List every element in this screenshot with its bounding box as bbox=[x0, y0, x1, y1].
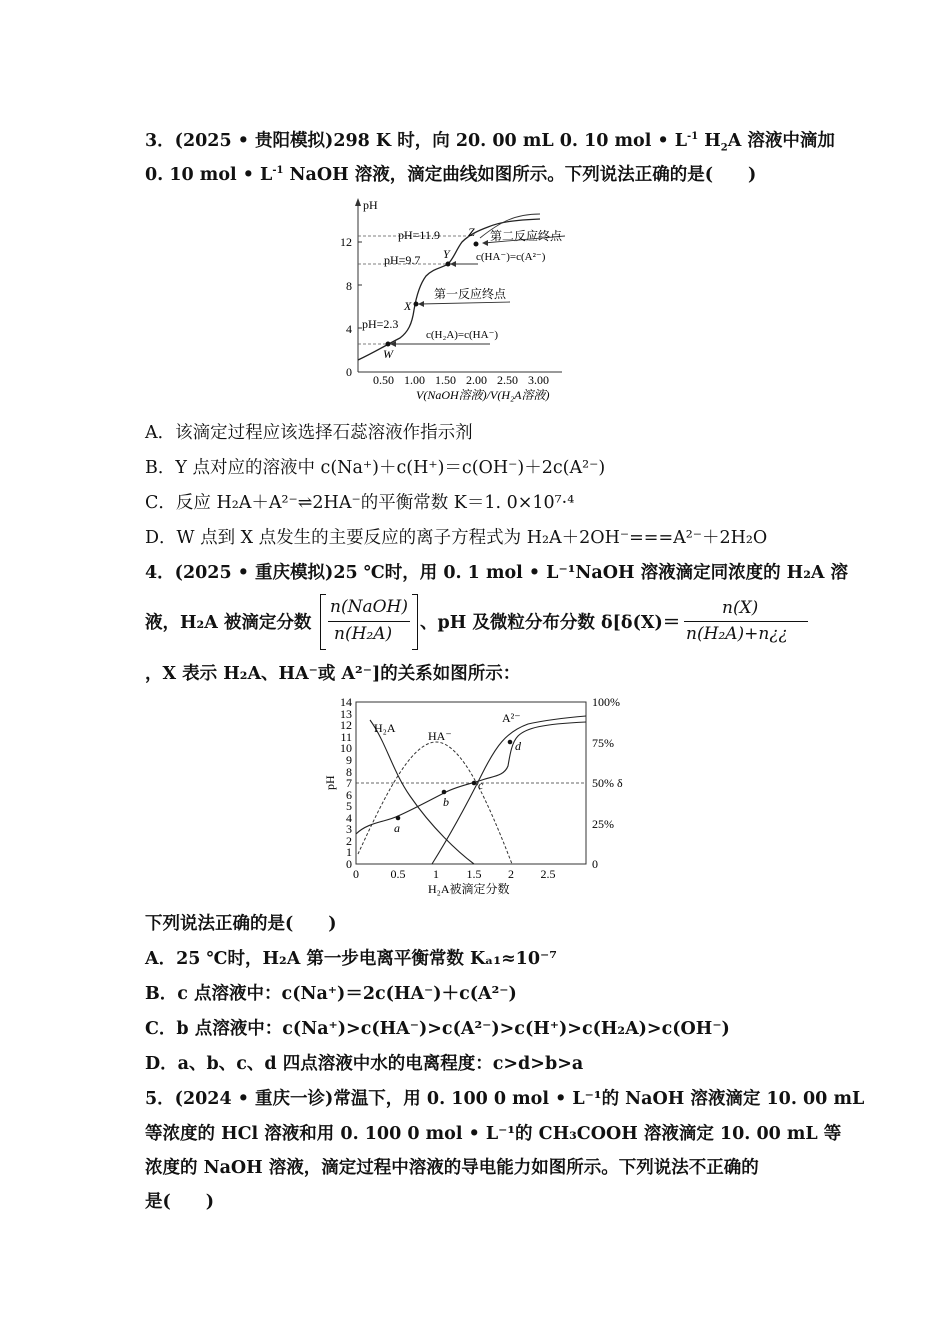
q5-line3: 浓度的 NaOH 溶液，滴定过程中溶液的导电能力如图所示。下列说法不正确的 bbox=[145, 1158, 759, 1178]
fig1-label-x: X bbox=[404, 299, 412, 313]
q3-line2-sup: -1 bbox=[272, 165, 284, 176]
fig2-xtick: 1 bbox=[433, 867, 439, 881]
q4-frac1-den: n(H₂A) bbox=[334, 624, 393, 644]
fig1-ann-first: 第一反应终点 bbox=[434, 287, 507, 301]
q4-option-c: C．b 点溶液中：c(Na⁺)>c(HA⁻)>c(A²⁻)>c(H⁺)>c(H₂A)>c(OH⁻) bbox=[145, 1019, 730, 1039]
q3-line2-a: 0. 10 mol • L bbox=[145, 164, 273, 185]
fig2-curve-h2a bbox=[370, 720, 474, 864]
q4-frac1-num: n(NaOH) bbox=[330, 597, 408, 617]
fig1-label-w: W bbox=[383, 347, 393, 361]
fig1-ytick: 4 bbox=[346, 322, 352, 336]
q3-line2-b: NaOH 溶液，滴定曲线如图所示。下列说法正确的是( ) bbox=[283, 164, 757, 185]
fig1-ytick: 12 bbox=[340, 235, 352, 249]
fig1-ann-eq2: c(H₂A)=c(HA⁻) bbox=[426, 329, 499, 341]
q4-frac2-num: n(X) bbox=[722, 598, 759, 618]
fig2-x-label: H₂A被滴定分数 bbox=[428, 882, 510, 896]
q3-option-c: C．反应 H₂A＋A²⁻⇌2HA⁻的平衡常数 K＝1. 0×10⁷·⁴ bbox=[145, 493, 575, 513]
fig2-ytick: 2 bbox=[346, 834, 352, 848]
fig1-point-z bbox=[474, 242, 479, 247]
q4-line3: ，X 表示 H₂A、HA⁻或 A²⁻]的关系如图所示： bbox=[145, 664, 521, 684]
fig2-label-a: a bbox=[394, 821, 400, 835]
fig1-xtick: 2.00 bbox=[466, 373, 487, 387]
fig2-ytick: 12 bbox=[340, 718, 352, 732]
fig2-rtick: 25% bbox=[592, 817, 614, 831]
fig1-ph-119: pH=11.9 bbox=[398, 228, 440, 242]
q4-ask: 下列说法正确的是( ) bbox=[145, 914, 337, 934]
fig2-rtick: 0 bbox=[592, 857, 598, 871]
fig2-label-a2: A²⁻ bbox=[502, 711, 521, 725]
fig2-ytick: 5 bbox=[346, 799, 352, 813]
q4-line2a: 液，H₂A 被滴定分数 bbox=[145, 613, 312, 633]
q3-line1-sup: -1 bbox=[687, 131, 699, 142]
fig2-label-c: c bbox=[478, 778, 484, 792]
fig1-ann-second: 第二反应终点 bbox=[490, 229, 563, 243]
fig2-ytick: 13 bbox=[340, 707, 352, 721]
fig2-curve-a2 bbox=[432, 716, 586, 864]
q3-line1-a: 3．(2025 • 贵阳模拟)298 K 时，向 20. 00 mL 0. 10 mol • L bbox=[145, 130, 688, 151]
fig2-xtick: 0 bbox=[353, 867, 359, 881]
fig2-ytick: 14 bbox=[340, 695, 352, 709]
q4-line1: 4．(2025 • 重庆模拟)25 ℃时，用 0. 1 mol • L⁻¹NaOH 溶液滴定同浓度的 H₂A 溶 bbox=[145, 563, 849, 583]
q3-option-d: D．W 点到 X 点发生的主要反应的离子方程式为 H₂A＋2OH⁻===A²⁻＋2H₂O bbox=[145, 528, 768, 548]
q3-option-a: A．该滴定过程应该选择石蕊溶液作指示剂 bbox=[145, 423, 473, 443]
fig2-ytick: 8 bbox=[346, 765, 352, 779]
q5-line2: 等浓度的 HCl 溶液和用 0. 100 0 mol • L⁻¹的 CH₃COOH 溶液滴定 10. 00 mL 等 bbox=[145, 1124, 842, 1144]
fig2-ytick: 9 bbox=[346, 753, 352, 767]
fig2-label-b: b bbox=[443, 795, 449, 809]
fig2-label-h2a: H₂A bbox=[374, 721, 396, 735]
q4-option-b: B．c 点溶液中：c(Na⁺)＝2c(HA⁻)＋c(A²⁻) bbox=[145, 984, 517, 1004]
q4-option-a: A．25 ℃时，H₂A 第一步电离平衡常数 Kₐ₁≈10⁻⁷ bbox=[145, 949, 557, 969]
fig2-ytick: 4 bbox=[346, 811, 352, 825]
q3-option-b: B．Y 点对应的溶液中 c(Na⁺)＋c(H⁺)＝c(OH⁻)＋2c(A²⁻) bbox=[145, 458, 606, 478]
fig2-ytick: 3 bbox=[346, 822, 352, 836]
q5-line1: 5．(2024 • 重庆一诊)常温下，用 0. 100 0 mol • L⁻¹的 NaOH 溶液滴定 10. 00 mL bbox=[145, 1089, 865, 1109]
distribution-figure-2 bbox=[322, 692, 642, 904]
q4-frac2-den: n(H₂A)+n¿¿ bbox=[686, 624, 788, 644]
fig1-ph-97: pH=9.7 bbox=[384, 253, 421, 267]
fig1-ph-23: pH=2.3 bbox=[362, 317, 399, 331]
fig2-rtick: 50% δ bbox=[592, 776, 623, 790]
fig2-point-c bbox=[472, 781, 477, 786]
fig1-xtick: 1.00 bbox=[404, 373, 425, 387]
fig2-rtick: 100% bbox=[592, 695, 620, 709]
fig2-point-d bbox=[508, 740, 513, 745]
fig2-xtick: 2.5 bbox=[540, 867, 556, 881]
fig1-y-arrow bbox=[355, 198, 361, 206]
q3-line2 bbox=[145, 160, 756, 186]
fig1-point-w bbox=[386, 342, 391, 347]
q4-fraction-1 bbox=[320, 594, 418, 650]
q3-line1-c: A 溶液中滴加 bbox=[727, 130, 835, 151]
fig1-point-y bbox=[446, 262, 451, 267]
fig1-ann-eq1: c(HA⁻)=c(A²⁻) bbox=[476, 251, 546, 263]
fig1-point-x bbox=[414, 302, 419, 307]
fig1-label-y: Y bbox=[443, 247, 450, 261]
q4-line2b: 、pH 及微粒分布分数 δ[δ(X)＝ bbox=[420, 613, 681, 633]
fig2-ytick: 0 bbox=[346, 857, 352, 871]
fig2-xtick: 1.5 bbox=[466, 867, 482, 881]
q5-line4: 是( ) bbox=[145, 1192, 215, 1212]
fig2-xtick: 0.5 bbox=[390, 867, 406, 881]
fig1-xtick: 3.00 bbox=[528, 373, 549, 387]
fig1-y-label: pH bbox=[363, 198, 378, 212]
fig2-ytick: 11 bbox=[340, 730, 352, 744]
fig2-curve-ph bbox=[356, 722, 586, 834]
q4-fraction-2 bbox=[684, 596, 808, 648]
fig1-xtick: 1.50 bbox=[435, 373, 456, 387]
fig2-y-label: pH bbox=[323, 775, 337, 790]
q3-line1-b: H bbox=[698, 130, 721, 151]
q4-option-d: D．a、b、c、d 四点溶液中水的电离程度：c>d>b>a bbox=[145, 1054, 584, 1074]
fig2-ytick: 7 bbox=[346, 776, 352, 790]
q3-line1 bbox=[145, 126, 835, 159]
fig2-label-d: d bbox=[515, 739, 521, 753]
fig2-ytick: 6 bbox=[346, 788, 352, 802]
titration-figure-1 bbox=[330, 192, 630, 407]
fig1-xtick: 2.50 bbox=[497, 373, 518, 387]
fig2-point-a bbox=[396, 816, 401, 821]
q3-line1-sub: 2 bbox=[720, 142, 728, 154]
fig2-point-b bbox=[442, 790, 447, 795]
fig2-rtick: 75% bbox=[592, 736, 614, 750]
fig2-ytick: 1 bbox=[346, 845, 352, 859]
fig1-ytick: 8 bbox=[346, 279, 352, 293]
fig1-x-label: V(NaOH溶液)/V(H₂A溶液) bbox=[416, 388, 550, 402]
fig1-xtick: 0.50 bbox=[373, 373, 394, 387]
fig2-label-ha: HA⁻ bbox=[428, 729, 452, 743]
fig2-ytick: 10 bbox=[340, 741, 352, 755]
fig1-ytick: 0 bbox=[346, 365, 352, 379]
fig2-xtick: 2 bbox=[508, 867, 514, 881]
fig1-label-z: Z bbox=[468, 225, 475, 239]
